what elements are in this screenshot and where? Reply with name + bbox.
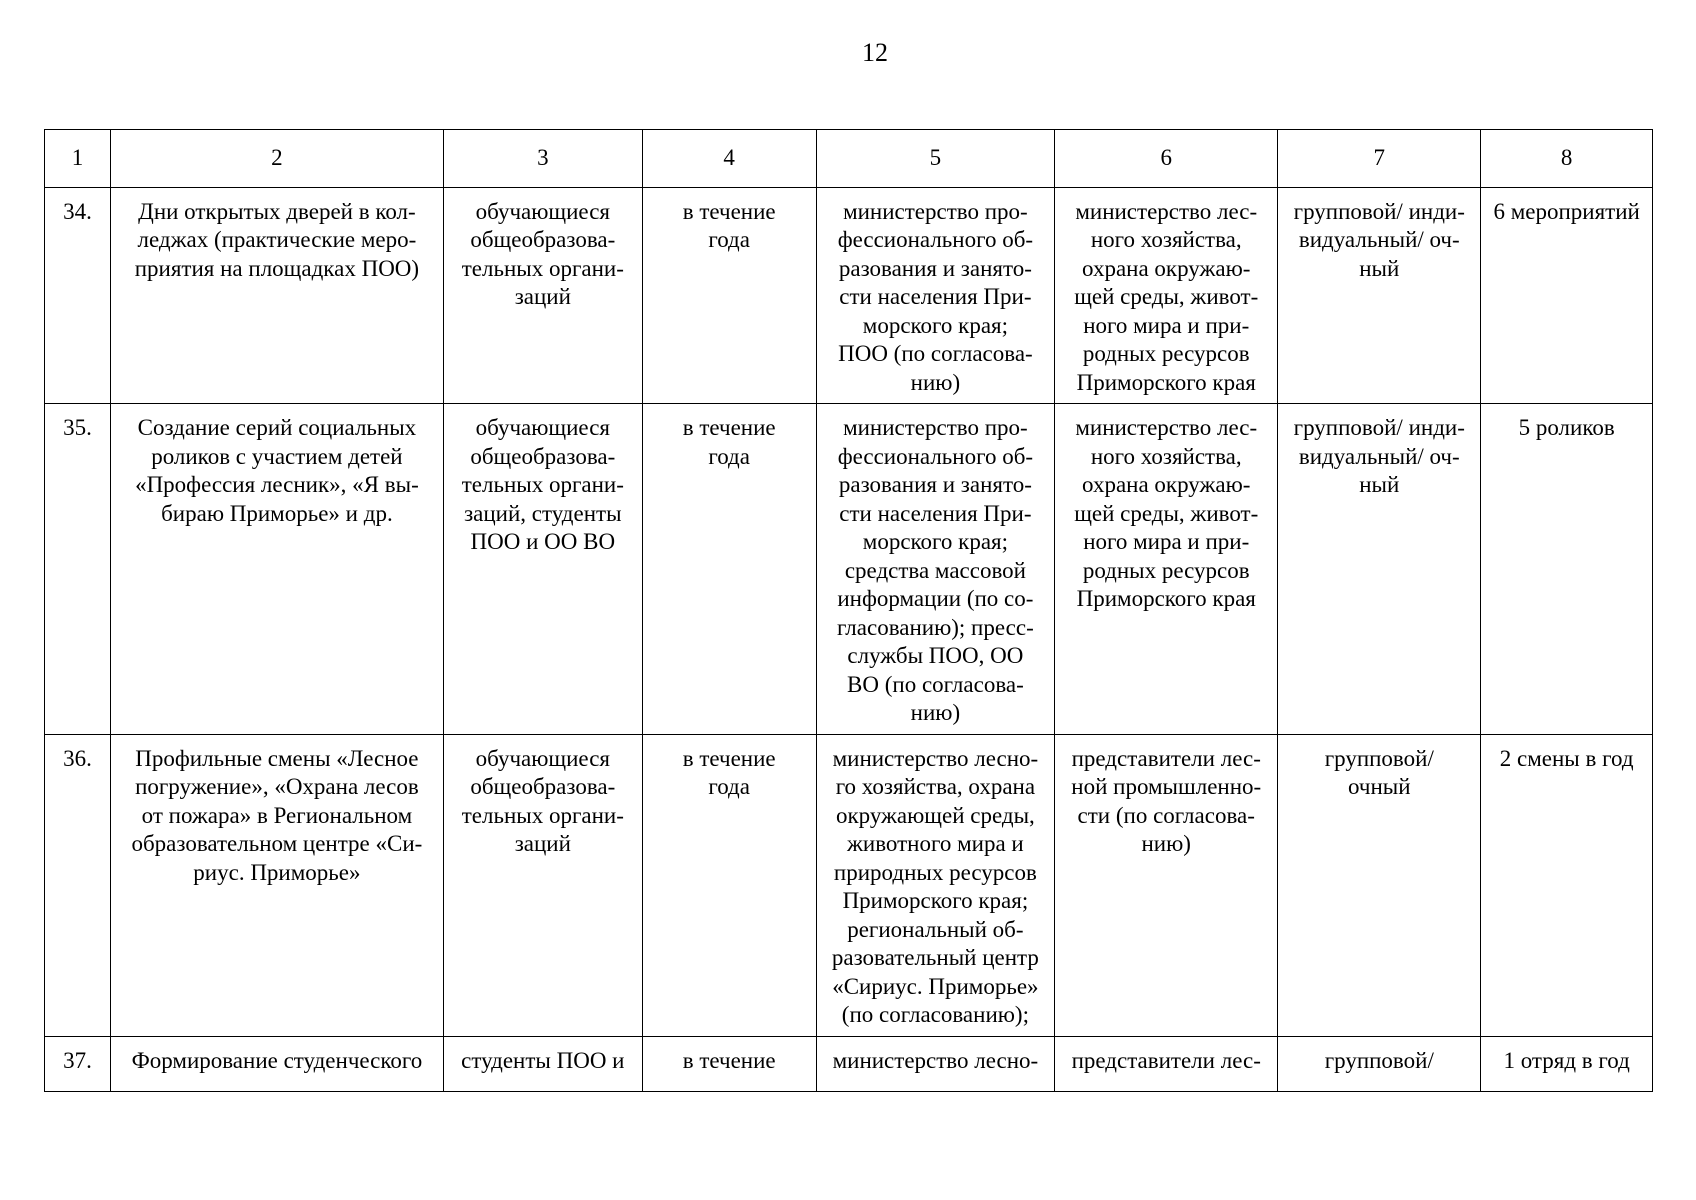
cell-text-line: службы ПОО, ОО — [847, 643, 1024, 668]
cell-text-line: ного мира и при- — [1083, 529, 1250, 554]
cell-text-line: общеобразова- — [470, 227, 616, 252]
cell-text-line: в течение — [682, 1047, 776, 1073]
cell-text-line: риус. Приморье» — [193, 859, 361, 885]
cell-text-line: года — [708, 227, 750, 252]
cell-text-line: разования и занято- — [838, 472, 1032, 497]
cell-format — [1278, 404, 1481, 735]
cell-text-line: животного мира и — [847, 831, 1024, 856]
cell-text-line: природных ресурсов — [833, 859, 1037, 885]
cell-responsible — [816, 187, 1055, 404]
cell-text-line: родных ресурсов — [1082, 341, 1250, 366]
cell-text-line: морского края; — [862, 312, 1008, 338]
header-row — [45, 130, 1653, 188]
column-header-2: 2 — [110, 130, 443, 188]
cell-text-line: разовательный центр — [831, 945, 1039, 970]
cell-text-line: окружающей среды, — [835, 802, 1035, 828]
cell-event-name — [110, 734, 443, 1036]
cell-responsible — [816, 404, 1055, 735]
cell-text-line: охрана окружаю- — [1082, 472, 1251, 497]
cell-text-line: обучающиеся — [475, 745, 610, 771]
cell-participants — [443, 1036, 642, 1091]
cell-text-line: в течение — [682, 198, 776, 224]
column-header-6: 6 — [1055, 130, 1278, 188]
cell-text-line: нию) — [1141, 831, 1191, 856]
cell-text-line: роликов с участием детей — [151, 443, 403, 469]
cell-text-line: Приморского края — [1076, 586, 1256, 611]
cell-result — [1481, 734, 1653, 1036]
cell-format — [1278, 187, 1481, 404]
cell-text-line: гласованию); пресс- — [837, 614, 1034, 640]
cell-text-line: Приморского края; — [842, 888, 1029, 913]
cell-participants — [443, 734, 642, 1036]
cell-text-line: групповой/ — [1324, 745, 1434, 771]
cell-text-line: общеобразова- — [470, 443, 616, 469]
cell-participants — [443, 187, 642, 404]
cell-result — [1481, 404, 1653, 735]
cell-text-line: образовательном центре «Си- — [131, 831, 423, 856]
cell-text-line: групповой/ — [1324, 1047, 1434, 1073]
cell-text-line: родных ресурсов — [1082, 557, 1250, 583]
cell-text-line: бираю Приморье» и др. — [161, 500, 393, 526]
cell-text-line: видуальный/ оч- — [1298, 443, 1460, 469]
column-header-4: 4 — [642, 130, 816, 188]
cell-timeframe — [642, 187, 816, 404]
cell-number: 35. — [45, 404, 111, 735]
cell-text-line: ной промышленно- — [1071, 774, 1262, 799]
cell-text-line: ПОО и ОО ВО — [470, 529, 616, 554]
cell-text-line: представители лес- — [1071, 745, 1261, 771]
cell-text-line: фессионального об- — [837, 443, 1034, 469]
cell-text-line: студенты ПОО и — [461, 1047, 625, 1073]
cell-text-line: ного хозяйства, — [1090, 227, 1242, 252]
cell-timeframe — [642, 404, 816, 735]
cell-number: 36. — [45, 734, 111, 1036]
cell-event-name — [110, 404, 443, 735]
cell-text-line: приятия на площадках ПОО) — [134, 255, 420, 281]
cell-text-line: погружение», «Охрана лесов — [135, 774, 419, 799]
cell-text-line: министерство лес- — [1075, 415, 1258, 440]
cell-text-line: ного хозяйства, — [1090, 443, 1242, 469]
cell-text-line: ного мира и при- — [1083, 312, 1250, 338]
table-body — [45, 187, 1653, 1091]
cell-text-line: года — [708, 443, 750, 469]
cell-text-line: обучающиеся — [475, 198, 610, 224]
cell-text-line: тельных органи- — [461, 802, 624, 828]
cell-event-name — [110, 1036, 443, 1091]
cell-responsible — [816, 1036, 1055, 1091]
cell-text-line: ный — [1359, 255, 1400, 281]
cell-text-line: (по согласованию); — [841, 1002, 1029, 1027]
column-header-8: 8 — [1481, 130, 1653, 188]
cell-text-line: Создание серий социальных — [137, 415, 417, 440]
cell-text-line: 2 смены в год — [1499, 745, 1634, 771]
cell-text-line: 5 роликов — [1518, 415, 1615, 440]
cell-result — [1481, 1036, 1653, 1091]
cell-text-line: информации (по со- — [837, 586, 1034, 611]
cell-text-line: «Сириус. Приморье» — [832, 973, 1039, 999]
cell-text-line: охрана окружаю- — [1082, 255, 1251, 281]
cell-text-line: министерство про- — [843, 415, 1028, 440]
cell-text-line: средства массовой — [844, 557, 1026, 583]
activities-table — [44, 129, 1653, 1092]
column-header-5: 5 — [816, 130, 1055, 188]
cell-text-line: тельных органи- — [461, 472, 624, 497]
cell-text-line: региональный об- — [847, 916, 1024, 942]
cell-text-line: года — [708, 774, 750, 799]
table-row — [45, 187, 1653, 404]
cell-text-line: сти населения При- — [839, 500, 1032, 526]
cell-text-line: ВО (по согласова- — [847, 671, 1024, 697]
cell-event-name — [110, 187, 443, 404]
cell-result — [1481, 187, 1653, 404]
cell-text-line: ный — [1359, 472, 1400, 497]
column-header-1: 1 — [45, 130, 111, 188]
cell-text-line: 1 отряд в год — [1503, 1047, 1630, 1073]
cell-partners — [1055, 404, 1278, 735]
cell-text-line: морского края; — [862, 529, 1008, 554]
cell-text-line: тельных органи- — [461, 255, 624, 281]
cell-partners — [1055, 734, 1278, 1036]
cell-text-line: Дни открытых дверей в кол- — [138, 198, 416, 224]
table-row — [45, 734, 1653, 1036]
cell-text-line: видуальный/ оч- — [1298, 227, 1460, 252]
cell-text-line: фессионального об- — [837, 227, 1034, 252]
cell-text-line: в течение — [682, 745, 776, 771]
cell-text-line: общеобразова- — [470, 774, 616, 799]
cell-text-line: министерство лесно- — [832, 745, 1039, 771]
cell-text-line: го хозяйства, охрана — [835, 774, 1036, 799]
cell-responsible — [816, 734, 1055, 1036]
cell-timeframe — [642, 1036, 816, 1091]
cell-partners — [1055, 187, 1278, 404]
cell-text-line: Приморского края — [1076, 369, 1256, 395]
cell-text-line: щей среды, живот- — [1074, 500, 1259, 526]
table-row — [45, 404, 1653, 735]
cell-text-line: сти населения При- — [839, 284, 1032, 309]
cell-text-line: заций — [514, 284, 571, 309]
cell-text-line: в течение — [682, 415, 776, 440]
cell-text-line: министерство лес- — [1075, 198, 1258, 224]
cell-text-line: заций — [514, 831, 571, 856]
cell-text-line: «Профессия лесник», «Я вы- — [135, 472, 419, 497]
cell-text-line: Профильные смены «Лесное — [135, 745, 419, 771]
table-row — [45, 1036, 1653, 1091]
cell-text-line: сти (по согласова- — [1077, 802, 1255, 828]
cell-number: 37. — [45, 1036, 111, 1091]
cell-text-line: групповой/ инди- — [1293, 198, 1465, 224]
cell-text-line: очный — [1347, 774, 1411, 799]
cell-participants — [443, 404, 642, 735]
cell-text-line: министерство про- — [843, 198, 1028, 224]
cell-text-line: групповой/ инди- — [1293, 415, 1465, 440]
cell-text-line: разования и занято- — [838, 255, 1032, 281]
cell-text-line: министерство лесно- — [832, 1047, 1039, 1073]
page-number: 12 — [862, 38, 888, 67]
cell-number: 34. — [45, 187, 111, 404]
cell-text-line: нию) — [910, 700, 961, 725]
column-header-3: 3 — [443, 130, 642, 188]
cell-format — [1278, 1036, 1481, 1091]
cell-text-line: Формирование студенческого — [131, 1047, 423, 1073]
cell-text-line: ПОО (по согласова- — [838, 341, 1033, 366]
cell-format — [1278, 734, 1481, 1036]
cell-text-line: заций, студенты — [464, 500, 622, 526]
cell-text-line: обучающиеся — [475, 415, 610, 440]
column-header-7: 7 — [1278, 130, 1481, 188]
cell-partners — [1055, 1036, 1278, 1091]
cell-text-line: 6 мероприятий — [1493, 198, 1640, 224]
cell-text-line: щей среды, живот- — [1074, 284, 1259, 309]
cell-text-line: от пожара» в Региональном — [141, 802, 413, 828]
cell-timeframe — [642, 734, 816, 1036]
cell-text-line: леджах (практические меро- — [137, 227, 417, 252]
cell-text-line: представители лес- — [1071, 1047, 1261, 1073]
cell-text-line: нию) — [910, 369, 961, 395]
